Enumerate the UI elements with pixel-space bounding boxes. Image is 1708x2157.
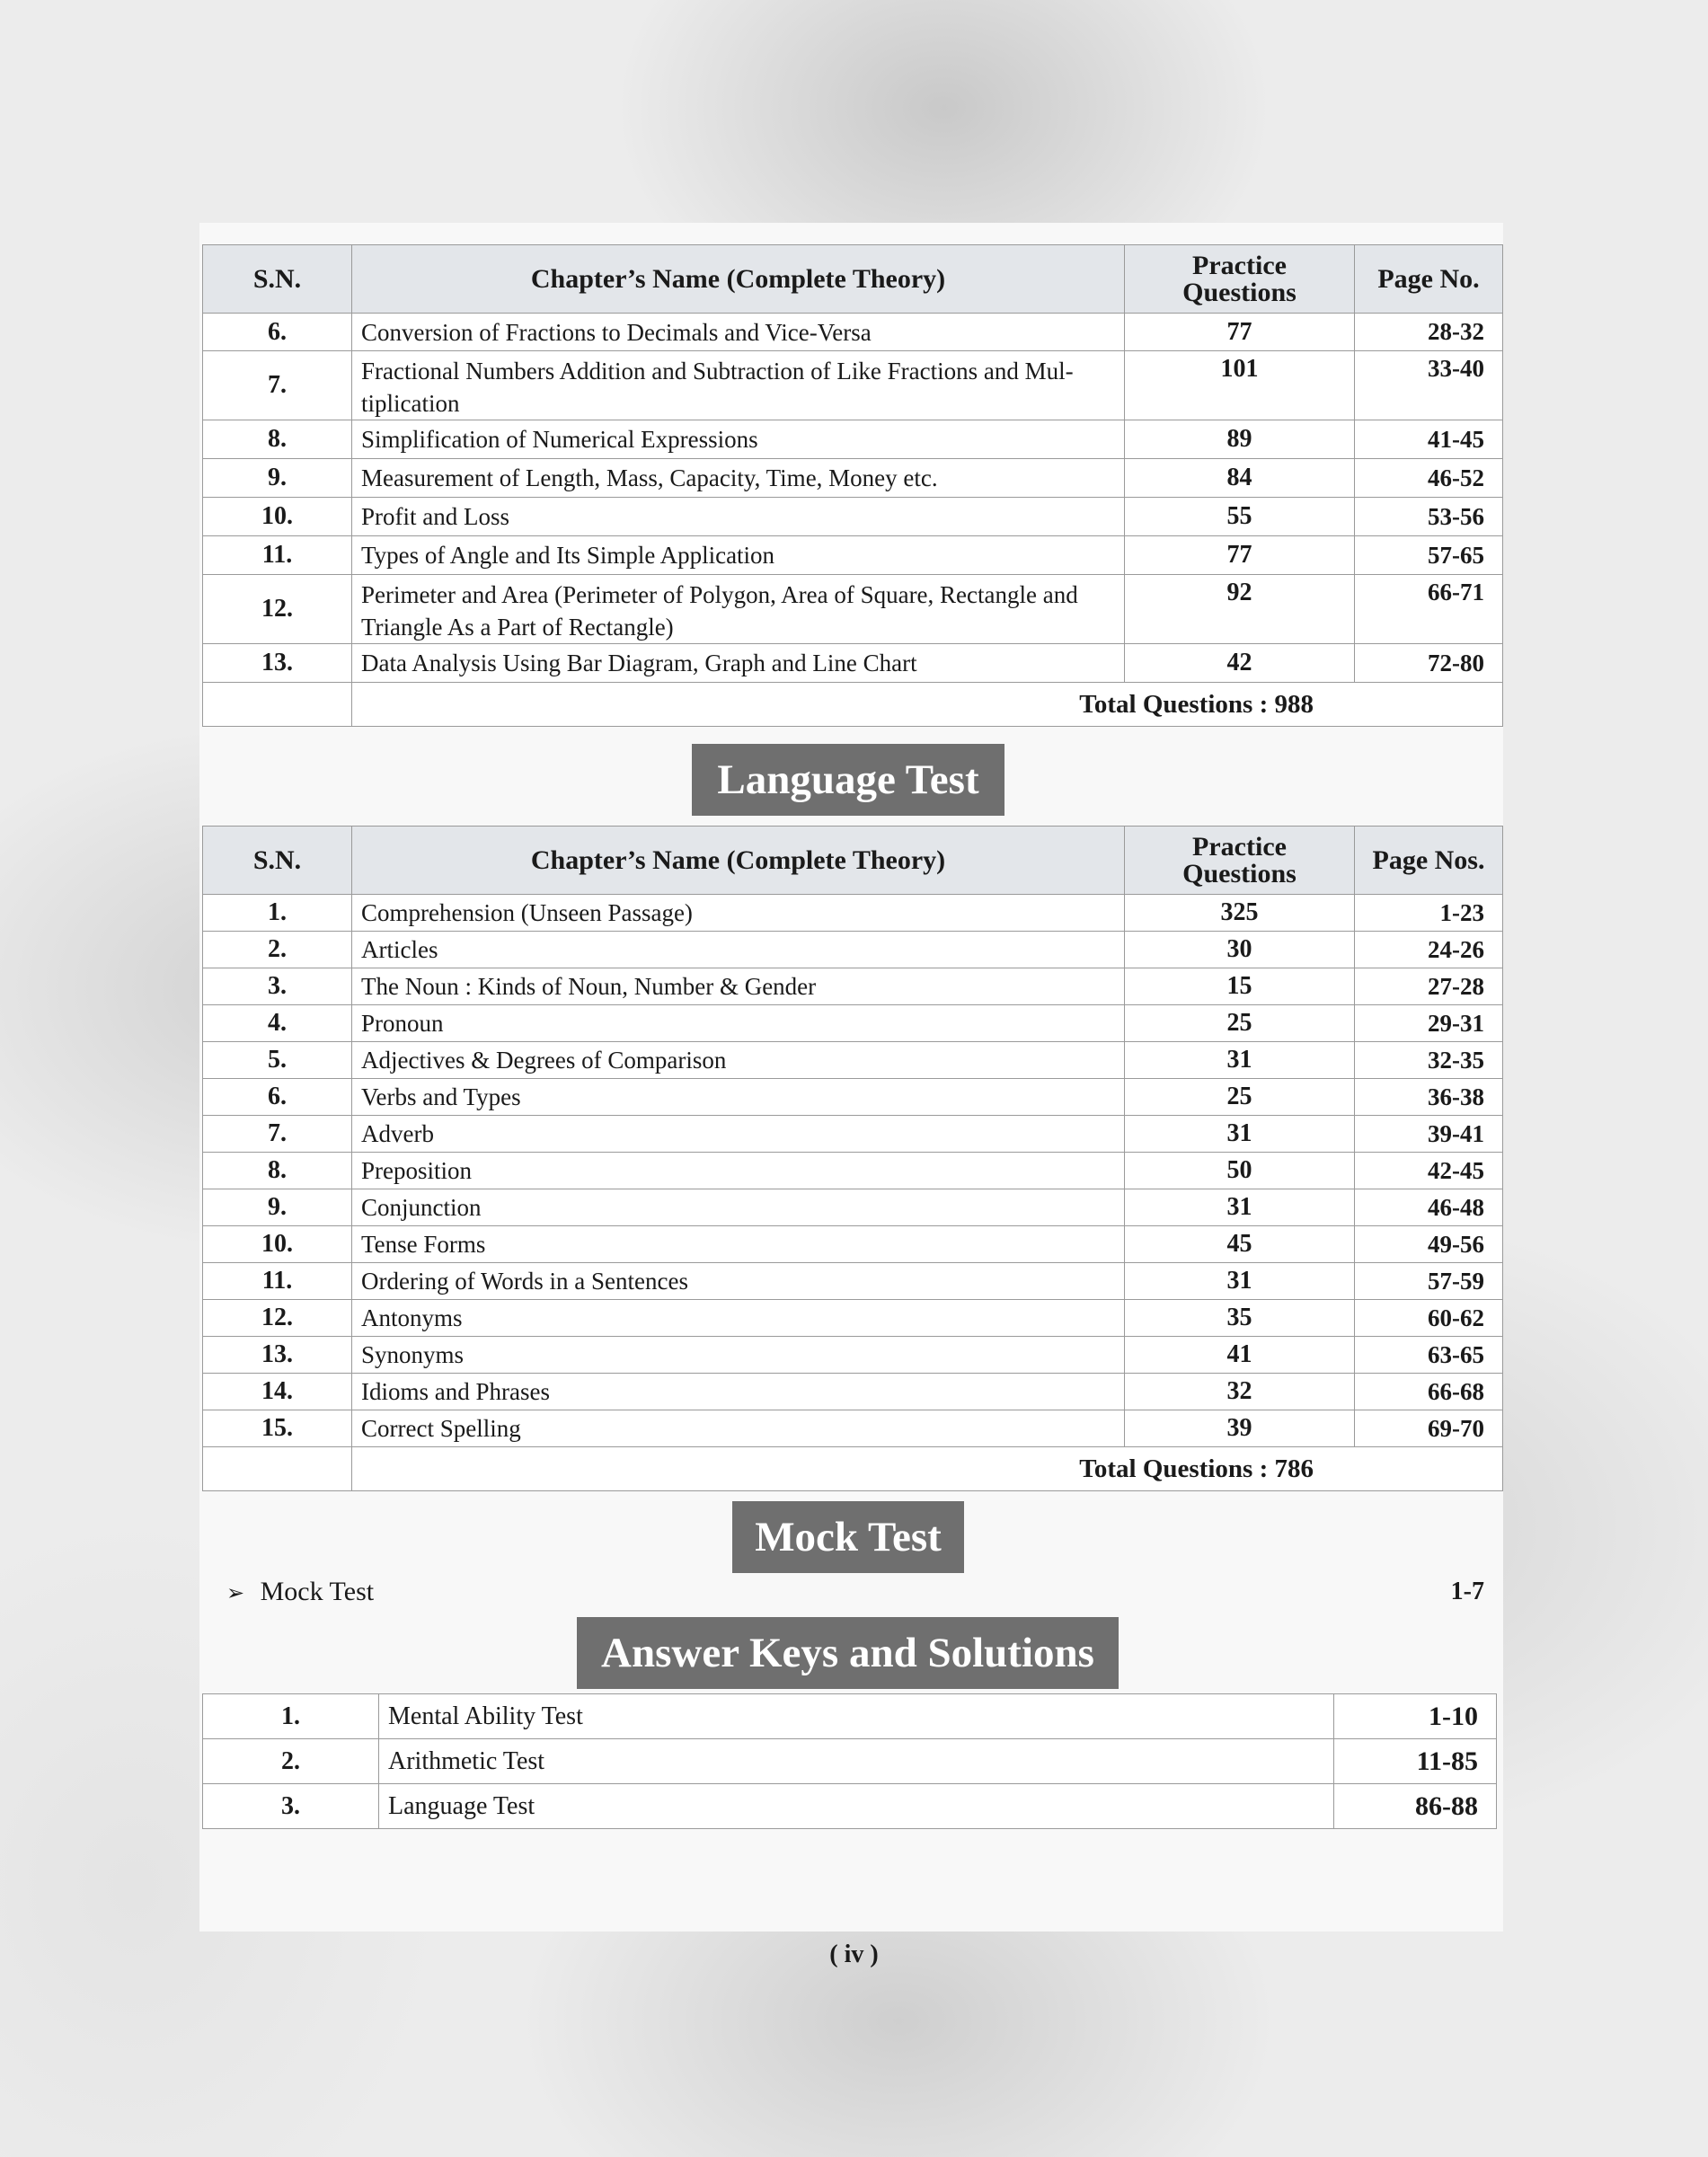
row-questions: 25 [1125, 1079, 1355, 1116]
header-chapter-name: Chapter’s Name (Complete Theory) [352, 245, 1125, 314]
total-empty-cell [203, 1447, 352, 1491]
table-row [203, 351, 1503, 420]
row-page: 86-88 [1334, 1784, 1497, 1829]
row-page: 72-80 [1355, 644, 1503, 683]
row-chapter: Correct Spelling [352, 1410, 1125, 1447]
row-sn: 14. [203, 1374, 352, 1410]
row-questions: 41 [1125, 1337, 1355, 1374]
row-page: 66-68 [1355, 1374, 1503, 1410]
row-sn: 1. [203, 1694, 379, 1739]
row-chapter: Adjectives & Degrees of Comparison [352, 1042, 1125, 1079]
row-questions: 77 [1125, 314, 1355, 351]
row-page: 49-56 [1355, 1226, 1503, 1263]
row-chapter: Adverb [352, 1116, 1125, 1153]
row-questions: 31 [1125, 1263, 1355, 1300]
row-sn: 3. [203, 968, 352, 1005]
row-chapter: Measurement of Length, Mass, Capacity, Time, Money etc. [352, 459, 1125, 498]
table-row [203, 1116, 1503, 1153]
table-row [203, 1153, 1503, 1189]
row-sn: 11. [203, 1263, 352, 1300]
row-sn: 2. [203, 932, 352, 968]
row-questions: 50 [1125, 1153, 1355, 1189]
table-row [203, 575, 1503, 644]
table-row [203, 1410, 1503, 1447]
row-page: 57-65 [1355, 536, 1503, 575]
table-row [203, 1079, 1503, 1116]
table-row [203, 968, 1503, 1005]
table-row [203, 1263, 1503, 1300]
row-page: 57-59 [1355, 1263, 1503, 1300]
row-questions: 35 [1125, 1300, 1355, 1337]
table-row [203, 895, 1503, 932]
row-sn: 7. [203, 1116, 352, 1153]
row-page: 53-56 [1355, 498, 1503, 536]
row-test-name: Language Test [379, 1784, 1334, 1829]
row-questions: 25 [1125, 1005, 1355, 1042]
arithmetic-chapters-table [202, 244, 1503, 727]
row-sn: 10. [203, 1226, 352, 1263]
total-empty-cell [203, 683, 352, 727]
table-row [203, 644, 1503, 683]
answer-keys-table [202, 1693, 1497, 1829]
row-page: 39-41 [1355, 1116, 1503, 1153]
row-sn: 15. [203, 1410, 352, 1447]
row-page: 36-38 [1355, 1079, 1503, 1116]
row-chapter: Synonyms [352, 1337, 1125, 1374]
row-sn: 3. [203, 1784, 379, 1829]
row-test-name: Arithmetic Test [379, 1739, 1334, 1784]
row-chapter: Profit and Loss [352, 498, 1125, 536]
arrow-bullet-icon: ➢ [226, 1580, 245, 1605]
row-page: 69-70 [1355, 1410, 1503, 1447]
row-page: 46-48 [1355, 1189, 1503, 1226]
row-sn: 7. [203, 351, 352, 420]
header-page-no: Page No. [1355, 245, 1503, 314]
row-sn: 8. [203, 1153, 352, 1189]
table-row [203, 1374, 1503, 1410]
row-page: 1-23 [1355, 895, 1503, 932]
mock-test-banner: Mock Test [732, 1501, 964, 1573]
total-questions: Total Questions : 988 [352, 683, 1503, 727]
row-sn: 9. [203, 459, 352, 498]
table-row [203, 932, 1503, 968]
page-number: ( iv ) [829, 1940, 879, 1968]
row-chapter: Tense Forms [352, 1226, 1125, 1263]
table-row [203, 1739, 1497, 1784]
row-page: 42-45 [1355, 1153, 1503, 1189]
row-sn: 1. [203, 895, 352, 932]
table-row [203, 1784, 1497, 1829]
row-questions: 42 [1125, 644, 1355, 683]
table-row [203, 420, 1503, 459]
row-chapter: Simplification of Numerical Expressions [352, 420, 1125, 459]
row-questions: 15 [1125, 968, 1355, 1005]
row-sn: 6. [203, 1079, 352, 1116]
mock-test-page: 1-7 [1450, 1578, 1484, 1605]
row-page: 32-35 [1355, 1042, 1503, 1079]
row-test-name: Mental Ability Test [379, 1694, 1334, 1739]
row-questions: 30 [1125, 932, 1355, 968]
row-page: 41-45 [1355, 420, 1503, 459]
table-row [203, 536, 1503, 575]
row-sn: 5. [203, 1042, 352, 1079]
table-row [203, 1337, 1503, 1374]
table-row [203, 1189, 1503, 1226]
row-questions: 31 [1125, 1042, 1355, 1079]
row-page: 29-31 [1355, 1005, 1503, 1042]
header-practice-questions: Practice Questions [1125, 245, 1355, 314]
row-questions: 325 [1125, 895, 1355, 932]
row-chapter: Ordering of Words in a Sentences [352, 1263, 1125, 1300]
language-chapters-table [202, 826, 1503, 1491]
header-sn: S.N. [203, 245, 352, 314]
header-chapter-name: Chapter’s Name (Complete Theory) [352, 827, 1125, 895]
row-questions: 39 [1125, 1410, 1355, 1447]
answer-keys-banner: Answer Keys and Solutions [577, 1617, 1119, 1689]
table-row [203, 498, 1503, 536]
table-row [203, 1300, 1503, 1337]
row-chapter: Articles [352, 932, 1125, 968]
row-questions: 77 [1125, 536, 1355, 575]
row-chapter: Conversion of Fractions to Decimals and Vice-Versa [352, 314, 1125, 351]
row-sn: 10. [203, 498, 352, 536]
row-sn: 12. [203, 1300, 352, 1337]
row-page: 11-85 [1334, 1739, 1497, 1784]
table-row [203, 1694, 1497, 1739]
row-sn: 13. [203, 644, 352, 683]
total-row [203, 1447, 1503, 1491]
row-page: 63-65 [1355, 1337, 1503, 1374]
table-row [203, 459, 1503, 498]
row-page: 24-26 [1355, 932, 1503, 968]
row-chapter: Conjunction [352, 1189, 1125, 1226]
row-chapter: Data Analysis Using Bar Diagram, Graph and Line Chart [352, 644, 1125, 683]
row-chapter: Types of Angle and Its Simple Application [352, 536, 1125, 575]
table-header-row [203, 827, 1503, 895]
row-page: 46-52 [1355, 459, 1503, 498]
table-row [203, 1042, 1503, 1079]
total-row [203, 683, 1503, 727]
header-sn: S.N. [203, 827, 352, 895]
row-questions: 31 [1125, 1189, 1355, 1226]
row-page: 66-71 [1355, 575, 1503, 644]
row-chapter: Preposition [352, 1153, 1125, 1189]
total-questions: Total Questions : 786 [352, 1447, 1503, 1491]
row-page: 33-40 [1355, 351, 1503, 420]
row-chapter: Pronoun [352, 1005, 1125, 1042]
row-chapter: The Noun : Kinds of Noun, Number & Gender [352, 968, 1125, 1005]
row-questions: 101 [1125, 351, 1355, 420]
row-chapter: Comprehension (Unseen Passage) [352, 895, 1125, 932]
mock-test-label: Mock Test [260, 1577, 375, 1606]
row-page: 1-10 [1334, 1694, 1497, 1739]
header-practice-questions: Practice Questions [1125, 827, 1355, 895]
row-sn: 8. [203, 420, 352, 459]
row-sn: 4. [203, 1005, 352, 1042]
row-sn: 6. [203, 314, 352, 351]
row-questions: 89 [1125, 420, 1355, 459]
row-page: 27-28 [1355, 968, 1503, 1005]
row-sn: 2. [203, 1739, 379, 1784]
row-page: 28-32 [1355, 314, 1503, 351]
row-chapter: Idioms and Phrases [352, 1374, 1125, 1410]
table-row [203, 1005, 1503, 1042]
row-chapter: Antonyms [352, 1300, 1125, 1337]
row-chapter: Perimeter and Area (Perimeter of Polygon, Area of Square, Rectangle and Triangle As a Part of Rectangle) [352, 575, 1125, 644]
row-questions: 32 [1125, 1374, 1355, 1410]
table-row [203, 314, 1503, 351]
table-header-row [203, 245, 1503, 314]
row-sn: 9. [203, 1189, 352, 1226]
mock-test-entry [226, 1574, 1484, 1610]
row-questions: 31 [1125, 1116, 1355, 1153]
row-sn: 12. [203, 575, 352, 644]
row-questions: 92 [1125, 575, 1355, 644]
table-row [203, 1226, 1503, 1263]
row-sn: 11. [203, 536, 352, 575]
header-page-nos: Page Nos. [1355, 827, 1503, 895]
row-questions: 45 [1125, 1226, 1355, 1263]
row-questions: 55 [1125, 498, 1355, 536]
language-test-banner: Language Test [692, 744, 1004, 816]
row-questions: 84 [1125, 459, 1355, 498]
row-page: 60-62 [1355, 1300, 1503, 1337]
row-sn: 13. [203, 1337, 352, 1374]
row-chapter: Fractional Numbers Addition and Subtraction of Like Fractions and Mul-tiplication [352, 351, 1125, 420]
row-chapter: Verbs and Types [352, 1079, 1125, 1116]
